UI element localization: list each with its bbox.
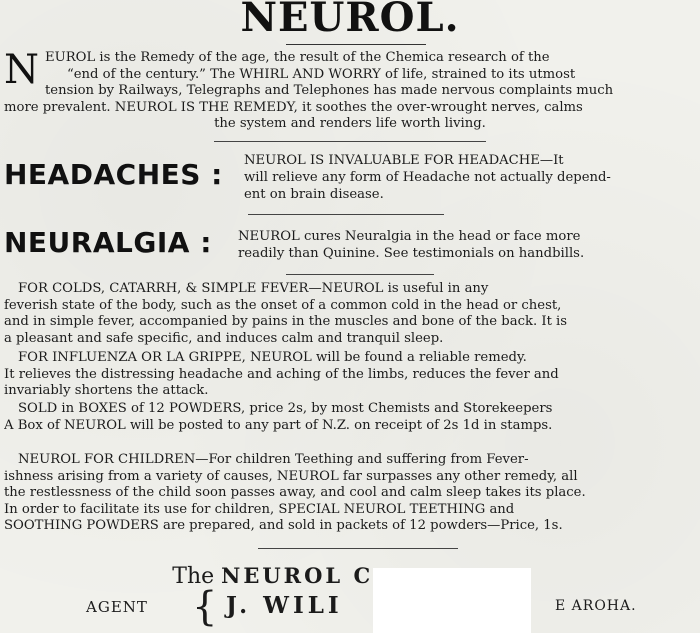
- sold-line: A Box of NEUROL will be posted to any part of N.Z. on receipt of 2s 1d in stamps.: [4, 417, 553, 433]
- colds-line: and in simple fever, accompanied by pains in the muscles and bone of the back. It is: [4, 314, 568, 329]
- colds-paragraph: [4, 281, 698, 347]
- children-paragraph: [4, 452, 698, 535]
- neuralgia-line: NEUROL cures Neuralgia in the head or face more: [238, 229, 581, 244]
- sold-paragraph: [4, 401, 698, 434]
- sold-line: SOLD in BOXES of 12 POWDERS, price 2s, by most Chemists and Storekeepers: [18, 401, 553, 416]
- children-line: the restlessness of the child soon passes away, and cool and calm sleep takes its place.: [4, 485, 586, 500]
- influenza-line: invariably shortens the attack.: [4, 383, 209, 398]
- redaction-block: [373, 568, 531, 633]
- colds-line: feverish state of the body, such as the onset of a common cold in the head or chest,: [4, 297, 562, 313]
- intro-line: more prevalent. NEUROL IS THE REMEDY, it soothes the over-wrought nerves, calms: [4, 99, 583, 115]
- title-underline: [286, 44, 426, 45]
- advert-title: NEUROL.: [240, 0, 460, 41]
- section-divider: [286, 274, 434, 275]
- agent-brace: {: [192, 584, 218, 630]
- children-line: ishness arising from a variety of causes, NEUROL far surpasses any other remedy, all: [4, 468, 578, 484]
- intro-dropcap: N: [4, 47, 39, 93]
- influenza-line: It relieves the distressing headache and aching of the limbs, reduces the fever and: [4, 366, 559, 382]
- intro-line: EUROL is the Remedy of the age, the result of the Chemica research of the: [45, 50, 550, 65]
- influenza-line: FOR INFLUENZA OR LA GRIPPE, NEUROL will be found a reliable remedy.: [18, 350, 527, 365]
- intro-line: tension by Railways, Telegraphs and Telephones has made nervous complaints much: [45, 83, 614, 98]
- agent-name: J. WILI: [226, 592, 343, 619]
- headaches-line: NEUROL IS INVALUABLE FOR HEADACHE—It: [244, 153, 564, 168]
- children-line: In order to facilitate its use for children, SPECIAL NEUROL TEETHING and: [4, 501, 515, 517]
- intro-paragraph: [4, 47, 696, 133]
- agent-label: AGENT: [86, 598, 148, 616]
- influenza-paragraph: [4, 350, 698, 400]
- firm-name: NEUROL C: [221, 563, 374, 588]
- children-line: SOOTHING POWDERS are prepared, and sold in packets of 12 powders—Price, 1s.: [4, 518, 563, 533]
- intro-line: “end of the century.” The WHIRL AND WORRY of life, strained to its utmost: [67, 66, 576, 82]
- headaches-line: will relieve any form of Headache not actually depend-: [244, 170, 611, 185]
- firm-prefix: The: [172, 564, 215, 589]
- agent-town: E AROHA.: [555, 598, 637, 614]
- neuralgia-line: readily than Quinine. See testimonials on handbills.: [238, 246, 585, 261]
- colds-line: FOR COLDS, CATARRH, & SIMPLE FEVER—NEUROL is useful in any: [18, 281, 489, 296]
- section-divider: [214, 141, 486, 142]
- headaches-heading: HEADACHES :: [4, 158, 223, 191]
- neuralgia-heading: NEURALGIA :: [4, 226, 212, 259]
- firm-line: [0, 563, 700, 589]
- intro-line: the system and renders life worth living.: [214, 116, 486, 131]
- section-divider: [258, 548, 458, 549]
- headaches-line: ent on brain disease.: [244, 187, 384, 202]
- children-line: NEUROL FOR CHILDREN—For children Teething and suffering from Fever-: [18, 452, 529, 467]
- colds-line: a pleasant and safe specific, and induces calm and tranquil sleep.: [4, 330, 444, 346]
- section-divider: [248, 214, 444, 215]
